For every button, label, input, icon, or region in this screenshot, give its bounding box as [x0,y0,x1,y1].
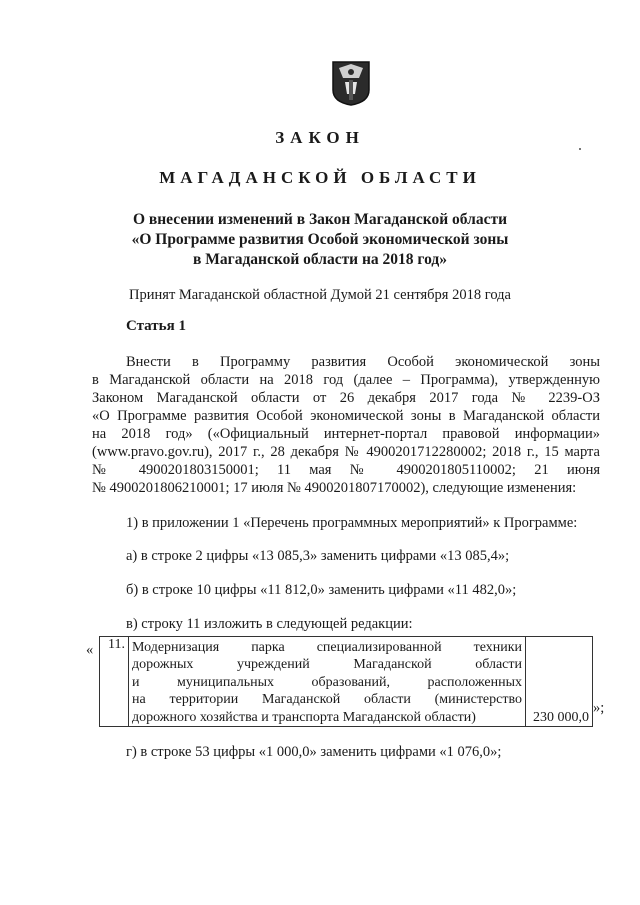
law-title [0,210,640,270]
description-line: и муниципальных образований, расположенных [132,674,522,690]
description-line: дорожного хозяйства и транспорта Магаданской области) [132,709,476,725]
paragraph-line: Законом Магаданской области от 26 декабря 2017 года № 2239-ОЗ [92,390,600,406]
law-heading: ЗАКОН [275,128,365,147]
paragraph-line: «О Программе развития Особой экономической зоны в Магаданской области [92,408,600,424]
program-row-table [99,636,593,727]
row-description [129,637,526,727]
paragraph-line: Внести в Программу развития Особой экономической зоны [126,354,600,370]
description-line: Модернизация парка специализированной техники [132,640,522,655]
table-row [100,637,593,727]
coat-of-arms-emblem [331,60,371,106]
item-v: в) строку 11 изложить в следующей редакции: [126,616,413,632]
title-line: в Магаданской области на 2018 год» [193,251,447,268]
paragraph-line: № 4900201806210001; 17 июля № 4900201807170002), следующие изменения: [92,480,577,496]
article-heading: Статья 1 [126,318,186,334]
region-heading: МАГАДАНСКОЙ ОБЛАСТИ [159,168,481,187]
intro-paragraph [92,353,600,497]
paragraph-line: (www.pravo.gov.ru), 2017 г., 28 декабря № 4900201712280002; 2018 г., 15 марта [92,444,600,460]
item-b: б) в строке 10 цифры «11 812,0» заменить цифрами «11 482,0»; [126,582,517,598]
item-g: г) в строке 53 цифры «1 000,0» заменить цифрами «1 076,0»; [126,744,502,760]
description-line: дорожных учреждений Магаданской области [132,657,522,673]
paragraph-line: в Магаданской области на 2018 год (далее – Программа), утвержденную [92,372,600,388]
item-a: а) в строке 2 цифры «13 085,3» заменить цифрами «13 085,4»; [126,548,510,564]
item-1: 1) в приложении 1 «Перечень программных мероприятий» к Программе: [126,515,578,531]
title-line: О внесении изменений в Закон Магаданской области [132,211,508,228]
paragraph-line: № 4900201803150001; 11 мая № 4900201805110002; 21 июня [92,462,600,478]
row-number: 11. [100,637,129,727]
row-value: 230 000,0 [526,637,593,727]
table-close-quote: »; [593,700,605,716]
title-line: «О Программе развития Особой экономической зоны [131,231,509,248]
description-line: на территории Магаданской области (министерство [132,692,522,708]
paragraph-line: на 2018 год» («Официальный интернет-портал правовой информации» [92,426,600,442]
scan-speck [579,148,581,150]
table-open-quote: « [86,642,94,658]
adoption-note: Принят Магаданской областной Думой 21 сентября 2018 года [129,287,511,303]
